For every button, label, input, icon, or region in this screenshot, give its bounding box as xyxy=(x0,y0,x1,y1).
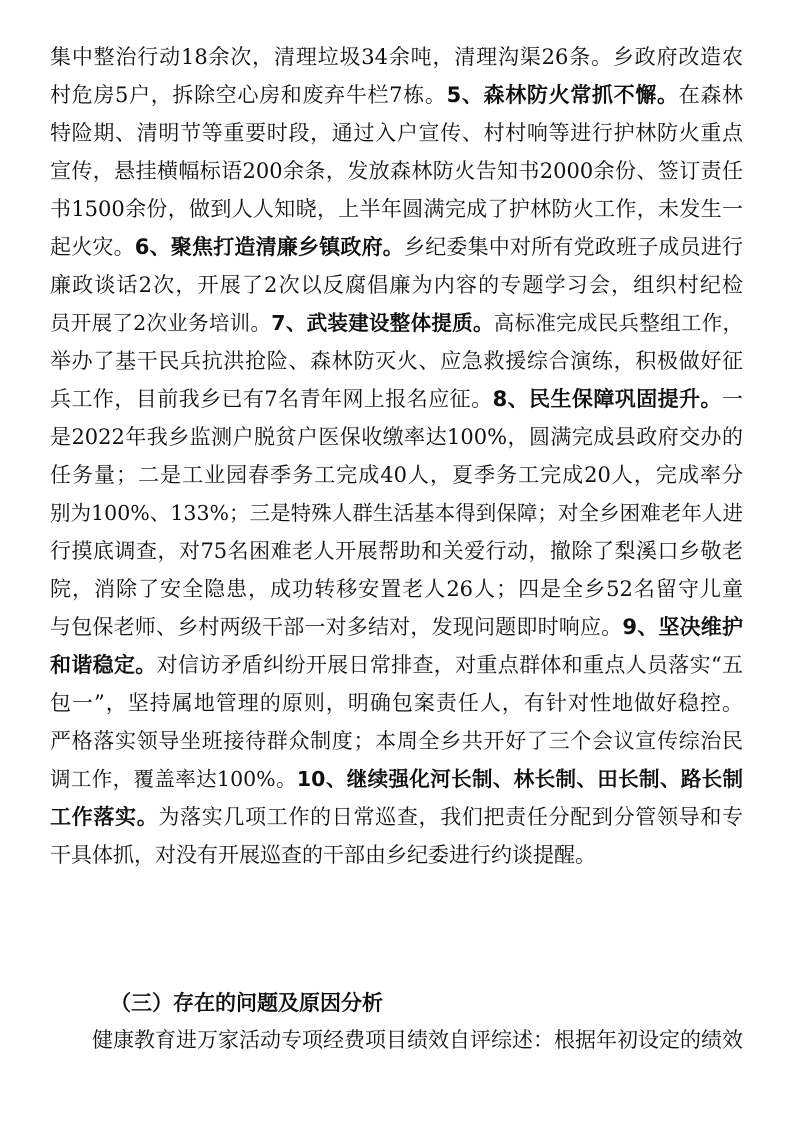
text-line: 兵工作，目前我乡已有7名青年网上报名应征。8、民生保障巩固提升。一 xyxy=(50,387,743,411)
item-heading-8: 8、民生保障巩固提升。 xyxy=(492,387,722,411)
next-paragraph-line: 健康教育进万家活动专项经费项目绩效自评综述：根据年初设定的绩效 xyxy=(92,1028,743,1052)
item-heading-9: 9、坚决维护 xyxy=(622,615,743,639)
item-heading-6: 6、聚焦打造清廉乡镇政府。 xyxy=(134,235,404,259)
item-heading-10-cont: 工作落实。 xyxy=(50,805,159,829)
text-line: 院，消除了安全隐患，成功转移安置老人26人；四是全乡52名留守儿童 xyxy=(50,577,743,601)
text-line: 特险期、清明节等重要时段，通过入户宣传、村村响等进行护林防火重点 xyxy=(50,121,743,145)
text-line: 宣传，悬挂横幅标语200余条，发放森林防火告知书2000余份、签订责任 xyxy=(50,159,743,183)
text-line: 任务量；二是工业园春季务工完成40人，夏季务工完成20人，完成率分 xyxy=(50,463,743,487)
text-line: 与包保老师、乡村两级干部一对多结对，发现问题即时响应。9、坚决维护 xyxy=(50,615,743,639)
text-line: 包一”，坚持属地管理的原则，明确包案责任人，有针对性地做好稳控。 xyxy=(50,691,743,715)
text-line: 别为100%、133%；三是特殊人群生活基本得到保障；对全乡困难老年人进 xyxy=(50,501,743,525)
item-heading-10: 10、继续强化河长制、林长制、田长制、路长制 xyxy=(296,767,744,791)
text-line: 村危房5户，拆除空心房和废弃牛栏7栋。5、森林防火常抓不懈。在森林 xyxy=(50,83,743,107)
text-line: 严格落实领导坐班接待群众制度；本周全乡共开好了三个会议宣传综治民 xyxy=(50,729,743,753)
text-line: 员开展了2次业务培训。7、武装建设整体提质。高标准完成民兵整组工作， xyxy=(50,311,744,335)
text-line: 和谐稳定。对信访矛盾纠纷开展日常排查，对重点群体和重点人员落实“五 xyxy=(50,653,744,677)
text-line: 调工作，覆盖率达100%。10、继续强化河长制、林长制、田长制、路长制 xyxy=(50,767,744,791)
item-heading-9-cont: 和谐稳定。 xyxy=(50,653,157,677)
item-heading-5: 5、森林防火常抓不懈。 xyxy=(446,83,679,107)
text-line: 集中整治行动18余次，清理垃圾34余吨，清理沟渠26条。乡政府改造农 xyxy=(50,45,743,69)
text-line: 是2022年我乡监测户脱贫户医保收缴率达100%，圆满完成县政府交办的 xyxy=(50,425,743,449)
text-line-last: 干具体抓，对没有开展巡查的干部由乡纪委进行约谈提醒。 xyxy=(50,843,596,867)
text-line: 书1500余份，做到人人知晓，上半年圆满完成了护林防火工作，未发生一 xyxy=(50,197,743,221)
section-heading: （三）存在的问题及原因分析 xyxy=(110,991,383,1015)
text-line: 行摸底调查，对75名困难老人开展帮助和关爱行动，撤除了梨溪口乡敬老 xyxy=(50,539,743,563)
text-line: 起火灾。6、聚焦打造清廉乡镇政府。乡纪委集中对所有党政班子成员进行 xyxy=(50,235,743,259)
text-line: 举办了基干民兵抗洪抢险、森林防灭火、应急救援综合演练，积极做好征 xyxy=(50,349,743,373)
item-heading-7: 7、武装建设整体提质。 xyxy=(271,311,494,335)
text-line: 廉政谈话2次，开展了2次以反腐倡廉为内容的专题学习会，组织村纪检 xyxy=(50,273,743,297)
text-line: 工作落实。为落实几项工作的日常巡查，我们把责任分配到分管领导和专 xyxy=(50,805,744,829)
